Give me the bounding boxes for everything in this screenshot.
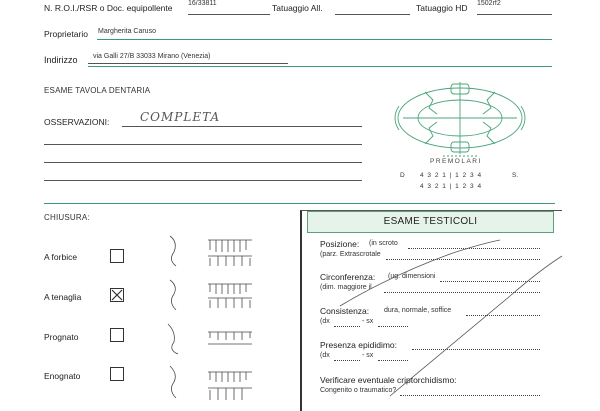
osservazioni-line-2 xyxy=(44,144,362,145)
bite-profile-forbice xyxy=(170,236,176,266)
proprietario-value: Margherita Caruso xyxy=(98,28,156,35)
dental-section-title: ESAME TAVOLA DENTARIA xyxy=(44,86,151,95)
consistenza-label: Consistenza: xyxy=(320,306,370,316)
nroi-label: N. R.O.I./RSR o Doc. equipollente xyxy=(44,3,173,13)
tatuaggio-all-label: Tatuaggio All. xyxy=(272,3,323,13)
nroi-value: 16/33811 xyxy=(188,0,217,7)
pen-strike-marks xyxy=(330,236,570,400)
checkmark-x-icon xyxy=(111,289,123,301)
osservazioni-line-1 xyxy=(122,126,362,127)
posizione-sub2: (parz. Extrascrotale xyxy=(320,251,381,258)
dental-section-divider xyxy=(44,203,555,204)
checkbox-a-forbice[interactable] xyxy=(110,249,124,263)
presenza-sub2: (dx xyxy=(320,352,330,359)
tatuaggio-all-underline xyxy=(335,14,410,15)
dental-chart-diagram xyxy=(385,78,535,160)
circonferenza-sub1: (ug. dimensioni xyxy=(388,273,436,280)
bite-profile-prognato xyxy=(168,324,178,354)
chiusura-option-label-tenaglia: A tenaglia xyxy=(44,292,82,302)
consistenza-sub3: - sx xyxy=(362,318,374,325)
proprietario-underline xyxy=(97,39,552,40)
checkbox-enognato[interactable] xyxy=(110,367,124,381)
pen-strike-2 xyxy=(390,256,562,396)
indirizzo-underline-2 xyxy=(88,66,552,67)
teeth-top-row: 4 3 2 1 | 1 2 3 4 xyxy=(420,172,483,179)
checkbox-prognato[interactable] xyxy=(110,328,124,342)
osservazioni-label: OSSERVAZIONI: xyxy=(44,117,110,127)
presenza-epididimo-label: Presenza epididimo: xyxy=(320,340,398,350)
consistenza-sub1: dura, normale, soffice xyxy=(384,307,452,314)
osservazioni-value: COMPLETA xyxy=(140,110,221,124)
presenza-sub3: - sx xyxy=(362,352,374,359)
row-d-label: D xyxy=(400,172,405,179)
bite-profile-enognato xyxy=(170,366,176,398)
chiusura-option-label-enognato: Enognato xyxy=(44,371,81,381)
chiusura-title: CHIUSURA: xyxy=(44,213,90,222)
bite-front-prognato xyxy=(208,332,252,344)
bite-front-forbice xyxy=(208,240,252,266)
tatuaggio-hd-label: Tatuaggio HD xyxy=(416,3,468,13)
row-s-label: S. xyxy=(512,172,519,179)
circonferenza-label: Circonferenza: xyxy=(320,272,376,282)
tatuaggio-hd-value: 1502rf2 xyxy=(477,0,501,7)
indirizzo-value: via Galli 27/B 33033 Mirano (Venezia) xyxy=(93,53,211,60)
osservazioni-line-3 xyxy=(44,162,362,163)
indirizzo-underline-1 xyxy=(88,63,288,64)
bite-profile-tenaglia xyxy=(170,280,176,310)
chiusura-option-label-prognato: Prognato xyxy=(44,332,79,342)
pen-strike-1 xyxy=(340,240,500,306)
bite-front-tenaglia xyxy=(208,284,252,308)
posizione-label: Posizione: xyxy=(320,239,360,249)
criptorchidismo-label: Verificare eventuale criptorchidismo: xyxy=(320,375,457,385)
posizione-sub1: (in scroto xyxy=(369,240,398,247)
osservazioni-line-4 xyxy=(44,180,362,181)
indirizzo-label: Indirizzo xyxy=(44,55,78,65)
proprietario-label: Proprietario xyxy=(44,29,88,39)
tatuaggio-hd-underline xyxy=(477,14,552,15)
criptorchidismo-sub: Congenito o traumatico? xyxy=(320,387,397,394)
teeth-bottom-row: 4 3 2 1 | 1 2 3 4 xyxy=(420,183,483,190)
circonferenza-sub2: (dim. maggiore il xyxy=(320,284,372,291)
premolari-label: PREMOLARI xyxy=(430,158,482,165)
nroi-underline xyxy=(188,14,270,15)
esame-testicoli-title: ESAME TESTICOLI xyxy=(307,211,554,233)
bite-illustrations xyxy=(160,232,260,402)
chiusura-option-label-forbice: A forbice xyxy=(44,252,78,262)
bite-front-enognato xyxy=(208,372,252,400)
consistenza-sub2: (dx xyxy=(320,318,330,325)
checkbox-a-tenaglia[interactable] xyxy=(110,288,124,302)
